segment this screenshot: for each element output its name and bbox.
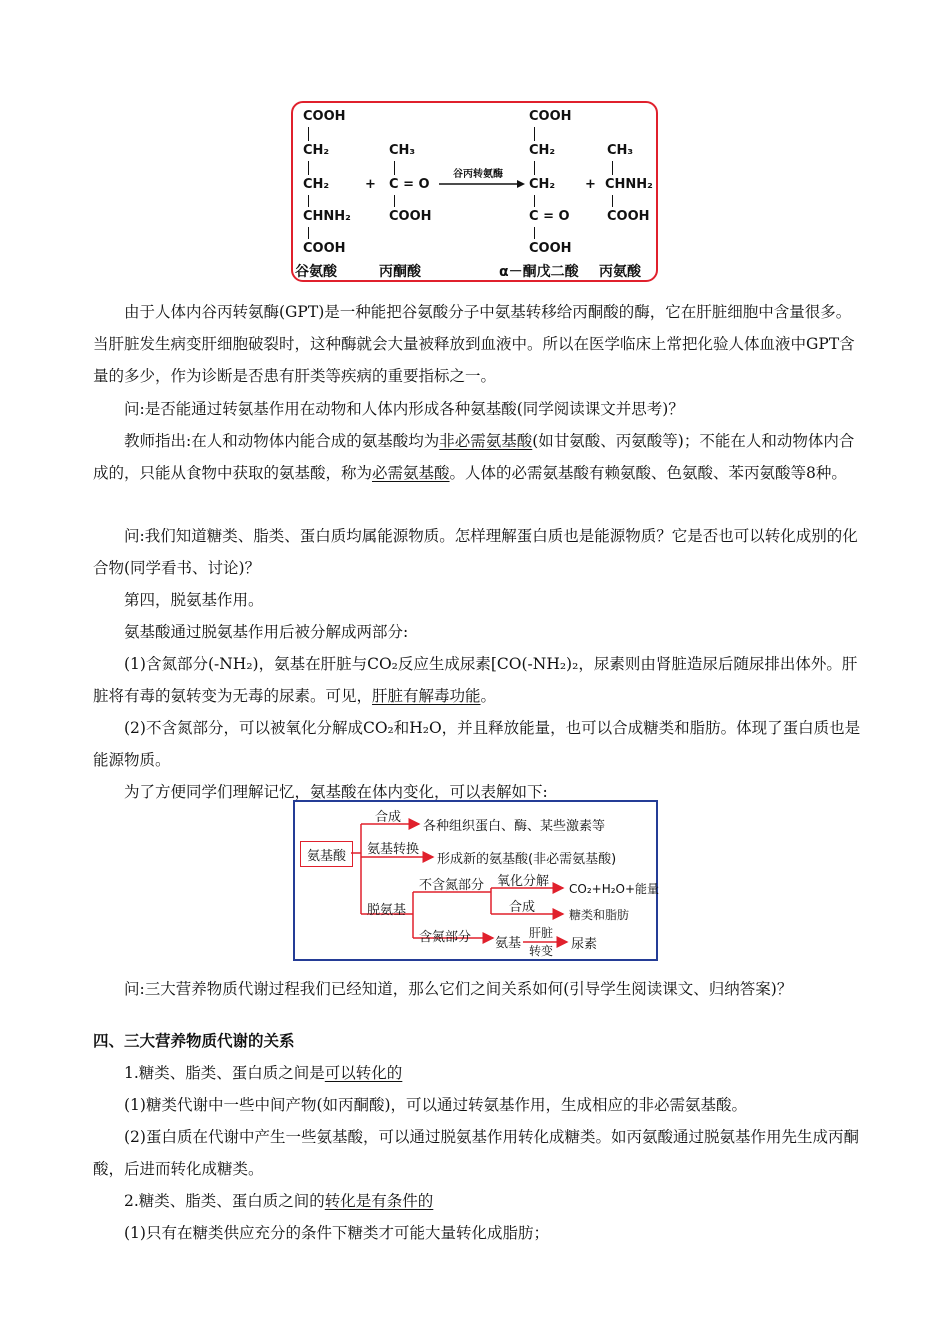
glu-ch2-a: CH₂	[303, 143, 330, 158]
bond	[308, 161, 309, 175]
amino-acid-flow-figure	[293, 800, 658, 961]
amino-group: 氨基	[495, 936, 522, 951]
item-2: (2)不含氮部分，可以被氧化分解成CO₂和H₂O，并且释放能量，也可以合成糖类和脂肪。体现了蛋白质也是能源物质。	[93, 719, 861, 769]
branch-transamination: 氨基转换	[367, 842, 420, 857]
bond	[308, 127, 309, 141]
bond	[308, 227, 309, 239]
branch-deamination: 脱氨基	[367, 903, 407, 918]
subsection-1-item-1: (1)糖类代谢中一些中间产物(如丙酮酸)，可以通过转氨基作用，生成相应的非必需氨基酸。	[124, 1096, 748, 1114]
name-pyruvate: 丙酮酸	[379, 264, 421, 280]
teacher-paragraph: 教师指出:在人和动物体内能合成的氨基酸均为非必需氨基酸(如甘氨酸、丙氨酸等)；不能在人和动物体内合成的，只能从食物中获取的氨基酸，称为必需氨基酸。人体的必需氨基酸有赖氨酸、色氨酸、苯丙氨酸等8种。	[93, 432, 855, 482]
subsection-1-item-2: (2)蛋白质在代谢中产生一些氨基酸，可以通过脱氨基作用转化成糖类。如丙氨酸通过脱氨基作用先生成丙酮酸，后进而转化成糖类。	[93, 1128, 859, 1178]
plus-sign-1: +	[365, 177, 376, 192]
term-liver-detox: 肝脏有解毒功能	[372, 687, 481, 705]
nitrogen-part: 含氮部分	[419, 930, 472, 945]
oxidation-label: 氧化分解	[497, 874, 550, 889]
glu-chnh2: CHNH₂	[303, 209, 351, 224]
synthesis-label-2: 合成	[509, 900, 536, 915]
bond	[534, 227, 535, 239]
question-1: 问:是否能通过转氨基作用在动物和人体内形成各种氨基酸(同学阅读课文并思考)？	[124, 400, 684, 418]
chart-intro: 为了方便同学们理解记忆，氨基酸在体内变化，可以表解如下:	[124, 783, 548, 801]
bond	[394, 195, 395, 207]
subsection-1: 1.糖类、脂类、蛋白质之间是可以转化的	[124, 1064, 403, 1082]
bond	[394, 161, 395, 175]
bond	[308, 195, 309, 207]
liver-label: 肝脏	[529, 926, 554, 940]
question-3: 问:三大营养物质代谢过程我们已经知道，那么它们之间关系如何(引导学生阅读课文、归纳答案)？	[124, 980, 793, 998]
item-1: (1)含氮部分(-NH₂)，氨基在肝脏与CO₂反应生成尿素[CO(-NH₂)₂，尿素则由肾脏造尿后随尿排出体外。肝脏将有毒的氨转变为无毒的尿素。可见，肝脏有解毒功能。	[93, 655, 858, 705]
branch-transamination-result: 形成新的氨基酸(非必需氨基酸)	[437, 852, 617, 867]
name-alpha-ketoglutarate: α－酮戊二酸	[499, 264, 579, 280]
name-alanine: 丙氨酸	[599, 264, 641, 280]
subsection-2: 2.糖类、脂类、蛋白质之间的转化是有条件的	[124, 1192, 434, 1210]
glu-ch2-b: CH₂	[303, 177, 330, 192]
akg-cooh-top: COOH	[529, 109, 572, 124]
branch-synthesis: 合成	[375, 810, 402, 825]
term-essential: 必需氨基酸	[372, 464, 450, 482]
term-nonessential: 非必需氨基酸	[439, 432, 533, 450]
step-four: 第四，脱氨基作用。	[124, 591, 264, 609]
name-glutamate: 谷氨酸	[295, 264, 337, 280]
glu-cooh-bottom: COOH	[303, 241, 346, 256]
reaction-arrow	[439, 179, 525, 189]
oxidation-result: CO₂+H₂O+能量	[569, 882, 660, 896]
question-2: 问:我们知道糖类、脂类、蛋白质均属能源物质。怎样理解蛋白质也是能源物质？它是否也可以转化成别的化合物(同学看书、讨论)？	[93, 527, 858, 577]
transamination-reaction-figure	[291, 101, 658, 282]
akg-ch2-a: CH₂	[529, 143, 556, 158]
branch-synthesis-result: 各种组织蛋白、酶、某些激素等	[423, 819, 606, 834]
ala-cooh: COOH	[607, 209, 650, 224]
urea-result: 尿素	[571, 937, 598, 952]
bond	[612, 161, 613, 175]
pyr-ch3: CH₃	[389, 143, 416, 158]
non-nitrogen-part: 不含氮部分	[419, 878, 485, 893]
subsection-2-item-1: (1)只有在糖类供应充分的条件下糖类才可能大量转化成脂肪；	[124, 1224, 549, 1242]
bond	[534, 195, 535, 207]
convert-label: 转变	[529, 944, 554, 958]
bond	[534, 127, 535, 141]
sugar-fat-result: 糖类和脂肪	[569, 908, 630, 922]
enzyme-label: 谷丙转氨酶	[453, 169, 503, 180]
root-box: 氨基酸	[300, 841, 353, 867]
term-conditional: 转化是有条件的	[324, 1192, 434, 1210]
bond	[612, 195, 613, 207]
akg-ch2-b: CH₂	[529, 177, 556, 192]
section-heading: 四、三大营养物质代谢的关系	[93, 1032, 295, 1050]
pyr-co: C = O	[389, 177, 430, 192]
pyr-cooh: COOH	[389, 209, 432, 224]
decomposition-intro: 氨基酸通过脱氨基作用后被分解成两部分:	[124, 623, 409, 641]
ala-chnh2: CHNH₂	[605, 177, 653, 192]
term-convertible: 可以转化的	[324, 1064, 403, 1082]
akg-cooh-bottom: COOH	[529, 241, 572, 256]
glu-cooh-top: COOH	[303, 109, 346, 124]
akg-co: C = O	[529, 209, 570, 224]
ala-ch3: CH₃	[607, 143, 634, 158]
bond	[534, 161, 535, 175]
gpt-paragraph: 由于人体内谷丙转氨酶(GPT)是一种能把谷氨酸分子中氨基转移给丙酮酸的酶，它在肝脏细胞中含量很多。当肝脏发生病变肝细胞破裂时，这种酶就会大量被释放到血液中。所以在医学临床上常把化验人体血液中GPT含量的多少，作为诊断是否患有肝类等疾病的重要指标之一。	[93, 303, 855, 385]
plus-sign-2: +	[585, 177, 596, 192]
